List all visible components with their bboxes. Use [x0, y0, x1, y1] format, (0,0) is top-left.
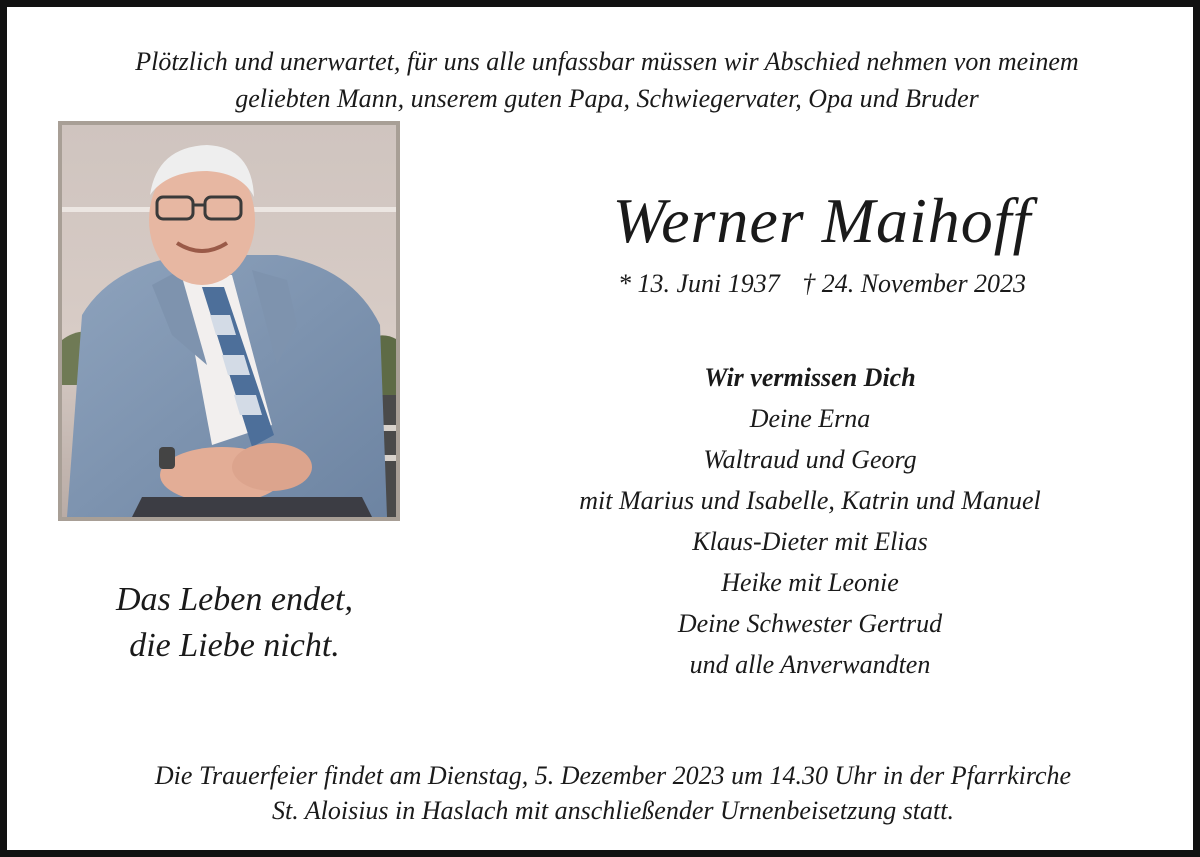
intro-text — [47, 43, 1167, 117]
funeral-line-1: Die Trauerfeier findet am Dienstag, 5. Dezember 2023 um 14.30 Uhr in der Pfarrkirche — [154, 761, 1072, 790]
mourners-heading: Wir vermissen Dich — [704, 363, 916, 392]
mourner-line: mit Marius und Isabelle, Katrin und Manuel — [579, 486, 1041, 515]
mourners-list — [507, 357, 1113, 685]
life-dates — [507, 267, 1137, 301]
birth-date: * 13. Juni 1937 — [617, 269, 780, 298]
intro-line-1: Plötzlich und unerwartet, für uns alle unfassbar müssen wir Abschied nehmen von meinem — [135, 47, 1079, 76]
portrait-image — [62, 125, 396, 517]
mourner-line: Heike mit Leonie — [721, 568, 899, 597]
memorial-quote — [67, 577, 402, 669]
mourner-line: Klaus-Dieter mit Elias — [692, 527, 928, 556]
portrait-photo — [58, 121, 400, 521]
deceased-name: Werner Maihoff — [612, 185, 1032, 256]
funeral-notice — [47, 758, 1179, 828]
mourner-line: Deine Erna — [749, 404, 871, 433]
intro-line-2: geliebten Mann, unserem guten Papa, Schwiegervater, Opa und Bruder — [235, 84, 979, 113]
mourner-line: und alle Anverwandten — [689, 650, 931, 679]
mourner-line: Deine Schwester Gertrud — [677, 609, 943, 638]
quote-line-1: Das Leben endet, — [115, 581, 353, 618]
funeral-line-2: St. Aloisius in Haslach mit anschließender Urnenbeisetzung statt. — [272, 796, 954, 825]
death-date: † 24. November 2023 — [802, 269, 1027, 298]
mourner-line: Waltraud und Georg — [703, 445, 917, 474]
quote-line-2: die Liebe nicht. — [129, 627, 340, 664]
